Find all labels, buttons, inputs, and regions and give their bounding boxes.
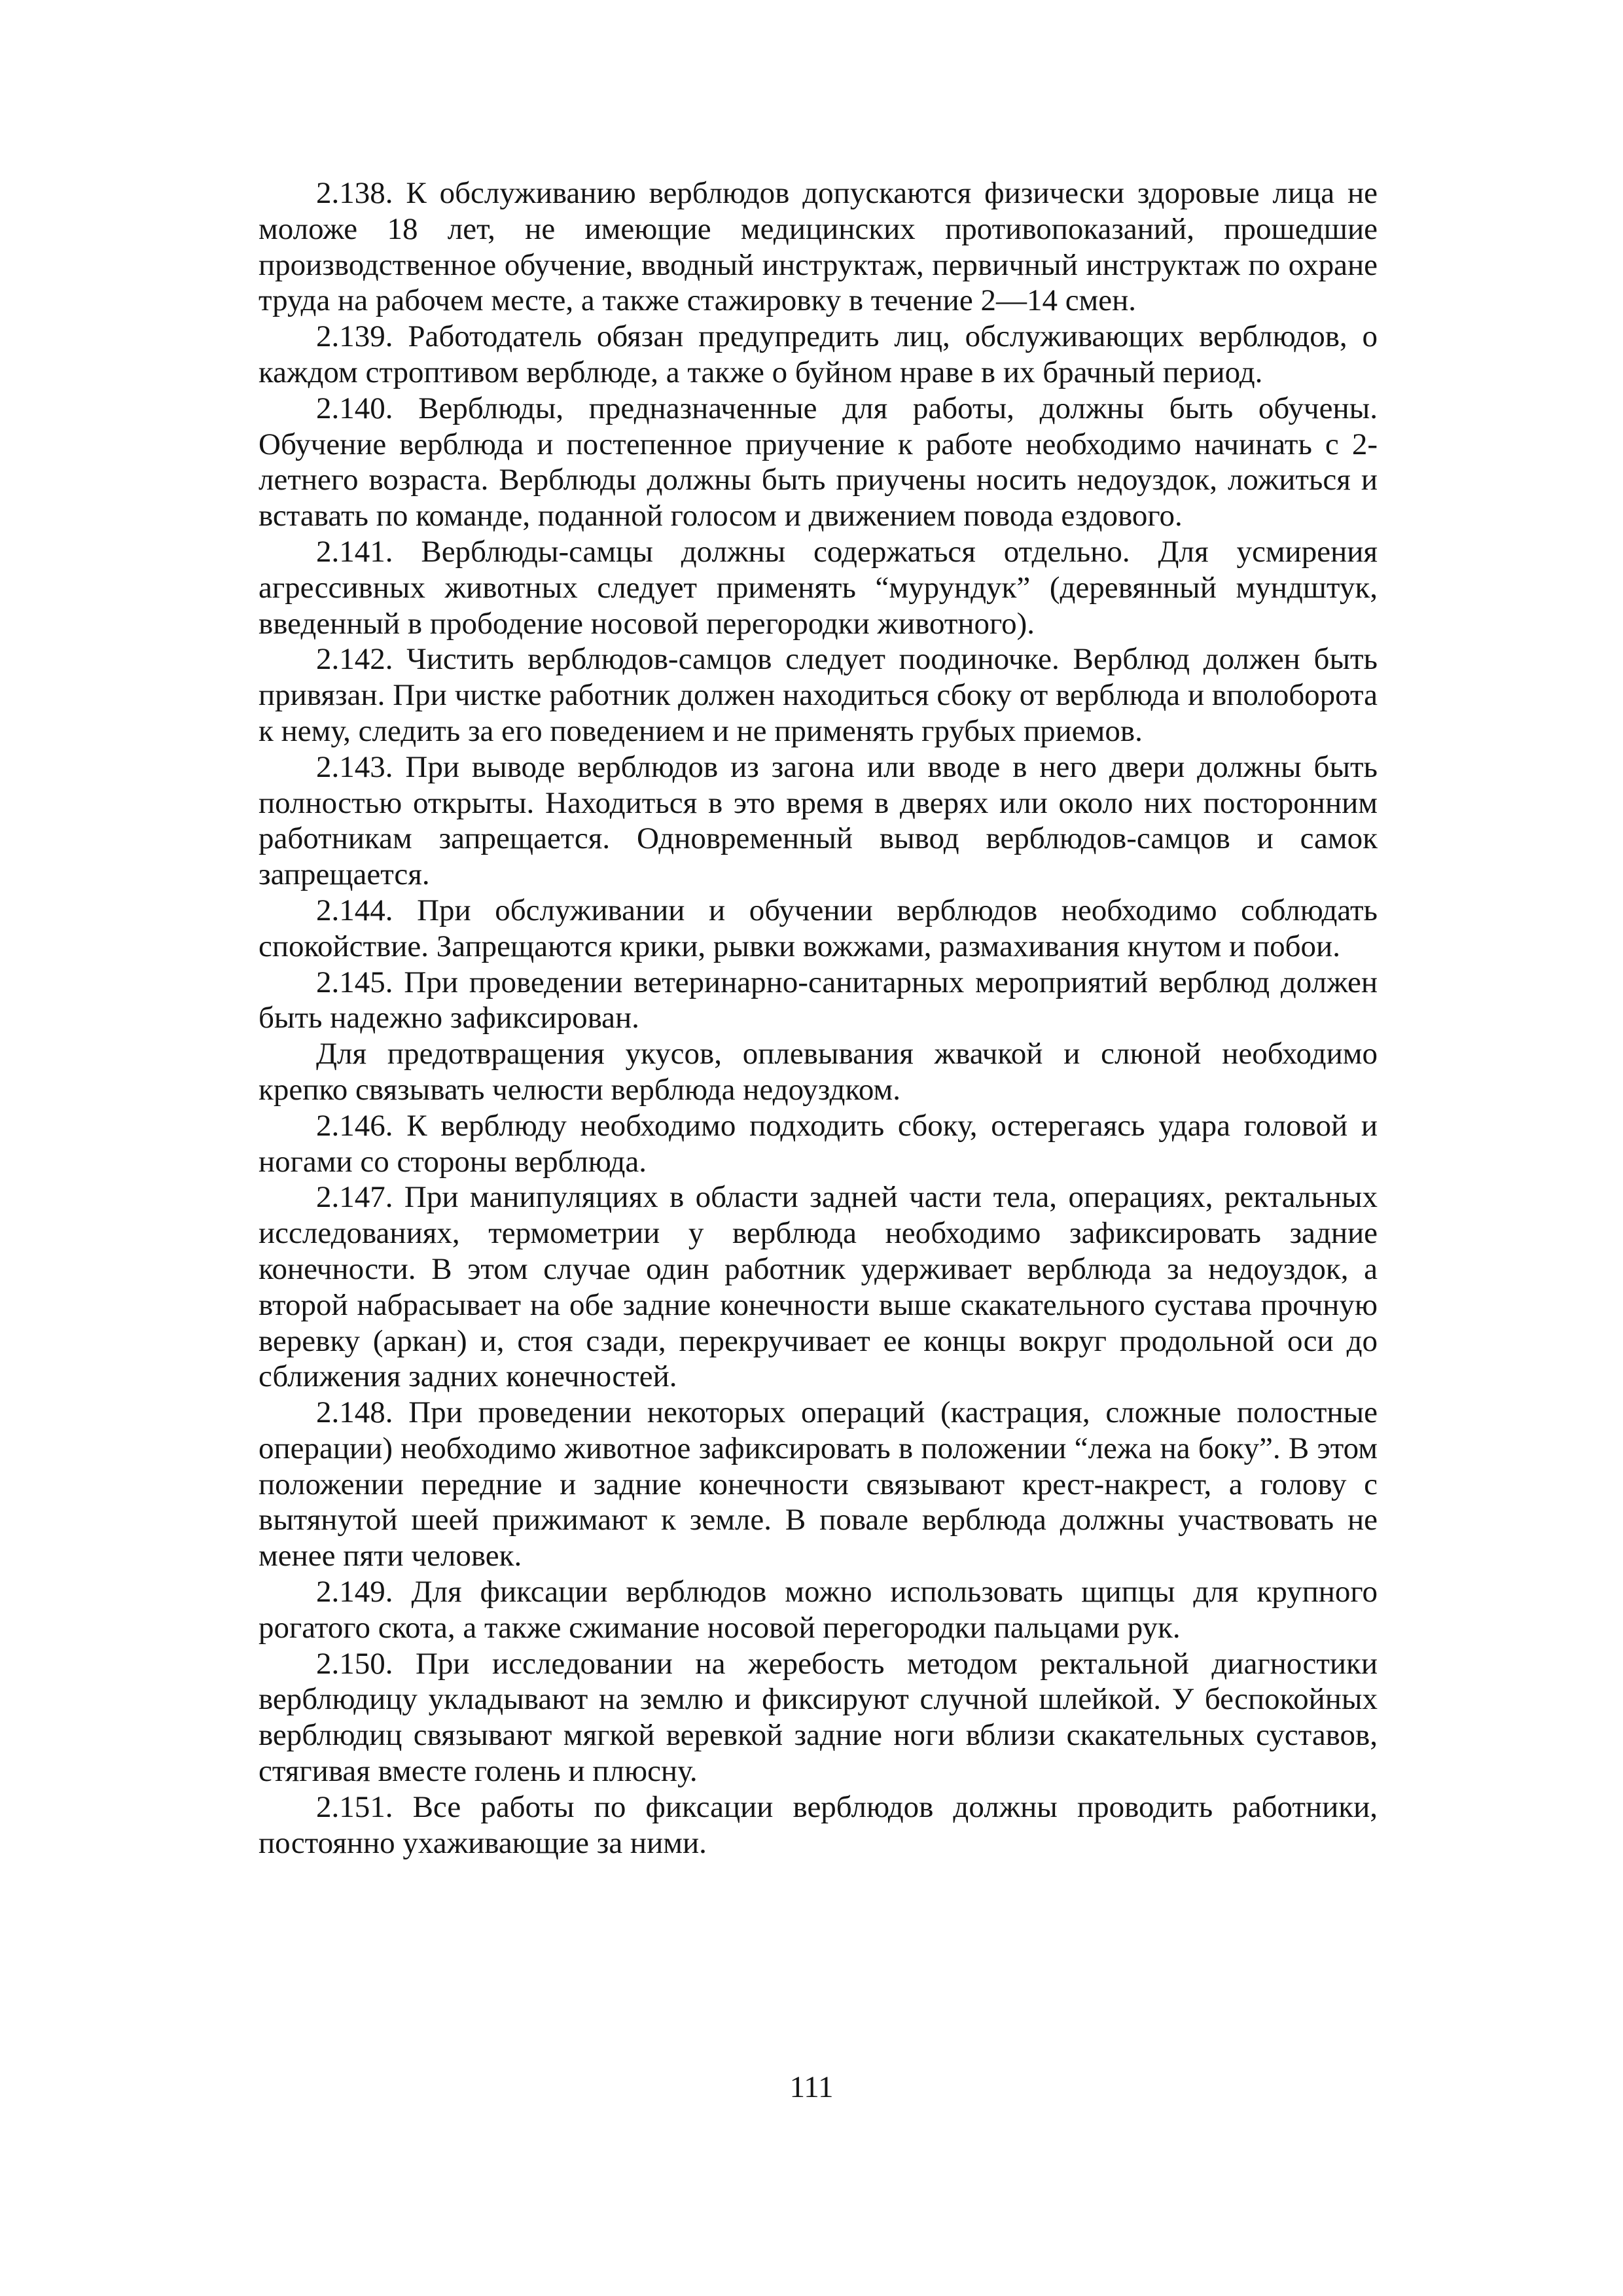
paragraph-2-149: 2.149. Для фиксации верблюдов можно использовать щипцы для крупного рогатого скота, а также сжимание носовой перегородки пальцами рук.: [259, 1575, 1378, 1645]
paragraph-2-148: 2.148. При проведении некоторых операций (кастрация, сложные полостные операции) необходимо животное зафиксировать в положении “лежа на боку”. В этом положении передние и задние конечности связывают крест-накрест, а голову с вытянутой шеей прижимают к земле. В повале верблюда должны участвовать не менее пяти человек.: [259, 1395, 1378, 1573]
paragraph-2-138: 2.138. К обслуживанию верблюдов допускаются физически здоровые лица не моложе 18 лет, не имеющие медицинских противопоказаний, прошедшие производственное обучение, вводный инструктаж, первичный инструктаж по охране труда на рабочем месте, а также стажировку в течение 2—14 смен.: [259, 176, 1378, 318]
paragraph-2-143: 2.143. При выводе верблюдов из загона или вводе в него двери должны быть полностью открыты. Находиться в это время в дверях или около них посторонним работникам запрещается. Одновременный вывод верблюдов-самцов и самок запрещается.: [259, 749, 1378, 892]
paragraph-2-145: 2.145. При проведении ветеринарно-санитарных мероприятий верблюд должен быть надежно зафиксирован.: [259, 965, 1378, 1035]
paragraph-2-140: 2.140. Верблюды, предназначенные для работы, должны быть обучены. Обучение верблюда и постепенное приучение к работе необходимо начинать с 2-летнего возраста. Верблюды должны быть приучены носить недоуздок, ложиться и вставать по команде, поданной голосом и движением повода ездового.: [259, 391, 1378, 533]
paragraph-2-142: 2.142. Чистить верблюдов-самцов следует поодиночке. Верблюд должен быть привязан. При чистке работник должен находиться сбоку от верблюда и вполоборота к нему, следить за его поведением и не применять грубых приемов.: [259, 642, 1378, 748]
paragraph-2-145-continued: Для предотвращения укусов, оплевывания жвачкой и слюной необходимо крепко связывать челюсти верблюда недоуздком.: [259, 1037, 1378, 1107]
paragraph-2-147: 2.147. При манипуляциях в области задней части тела, операциях, ректальных исследованиях, термометрии у верблюда необходимо зафиксировать задние конечности. В этом случае один работник удерживает верблюда за недоуздок, а второй набрасывает на обе задние конечности выше скакательного сустава прочную веревку (аркан) и, стоя сзади, перекручивает ее концы вокруг продольной оси до сближения задних конечностей.: [259, 1180, 1378, 1394]
paragraph-2-150: 2.150. При исследовании на жеребость методом ректальной диагностики верблюдицу укладывают на землю и фиксируют случной шлейкой. У беспокойных верблюдиц связывают мягкой веревкой задние ноги вблизи скакательных суставов, стягивая вместе голень и плюсну.: [259, 1646, 1378, 1789]
paragraph-2-144: 2.144. При обслуживании и обучении верблюдов необходимо соблюдать спокойствие. Запрещаются крики, рывки вожжами, размахивания кнутом и побои.: [259, 893, 1378, 963]
paragraph-2-141: 2.141. Верблюды-самцы должны содержаться отдельно. Для усмирения агрессивных животных следует применять “мурундук” (деревянный мундштук, введенный в прободение носовой перегородки животного).: [259, 534, 1378, 641]
paragraph-2-146: 2.146. К верблюду необходимо подходить сбоку, остерегаясь удара головой и ногами со стороны верблюда.: [259, 1108, 1378, 1179]
paragraph-2-151: 2.151. Все работы по фиксации верблюдов должны проводить работники, постоянно ухаживающие за ними.: [259, 1789, 1378, 1860]
page-number: 111: [789, 2070, 834, 2104]
body-text: [259, 175, 1378, 1861]
paragraph-2-139: 2.139. Работодатель обязан предупредить лиц, обслуживающих верблюдов, о каждом строптивом верблюде, а также о буйном нраве в их брачный период.: [259, 319, 1378, 389]
